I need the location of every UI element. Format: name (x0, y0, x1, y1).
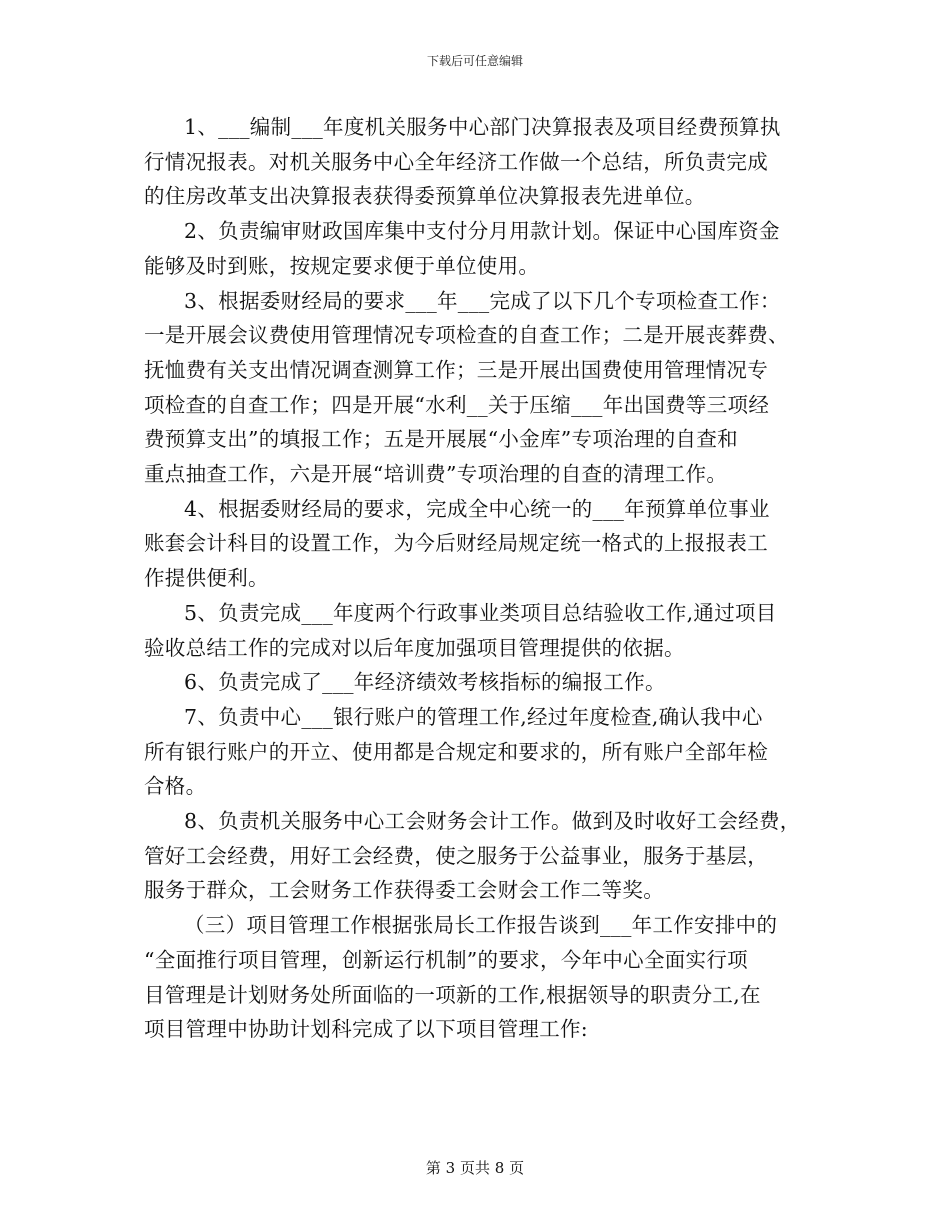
paragraph-item-8 (144, 804, 814, 908)
paragraph-line: 7、负责中心___银行账户的管理工作,经过年度检查,确认我中心 (184, 704, 763, 729)
paragraph-line: 6、负责完成了___年经济绩效考核指标的编报工作。 (184, 670, 666, 695)
paragraph-line: 重点抽查工作，六是开展“培训费”专项治理的自查的清理工作。 (144, 462, 728, 487)
paragraph-line: 3、根据委财经局的要求___年___完成了以下几个专项检查工作： (184, 288, 781, 313)
document-body (144, 110, 814, 1047)
paragraph-line: 行情况报表。对机关服务中心全年经济工作做一个总结，所负责完成 (144, 149, 768, 174)
paragraph-line: 服务于群众，工会财务工作获得委工会财会工作二等奖。 (144, 878, 664, 903)
paragraph-line: 2、负责编审财政国库集中支付分月用款计划。保证中心国库资金 (184, 219, 780, 244)
paragraph-line: 8、负责机关服务中心工会财务会计工作。做到及时收好工会经费， (184, 809, 801, 834)
page-header: 下载后可任意编辑 (426, 54, 523, 68)
page-footer: 第 3 页共 8 页 (425, 1159, 525, 1177)
paragraph-line: 验收总结工作的完成对以后年度加强项目管理提供的依据。 (144, 635, 685, 660)
paragraph-line: （三）项目管理工作根据张局长工作报告谈到___年工作安排中的 (184, 913, 778, 938)
paragraph-section-3 (144, 908, 814, 1047)
paragraph-line: 5、负责完成___年度两个行政事业类项目总结验收工作,通过项目 (184, 600, 777, 625)
paragraph-line: 4、根据委财经局的要求，完成全中心统一的___年预算单位事业 (184, 496, 770, 521)
paragraph-line: 项检查的自查工作；四是开展“水利__关于压缩___年出国费等三项经 (144, 392, 770, 417)
paragraph-line: 账套会计科目的设置工作，为今后财经局规定统一格式的上报报表工 (144, 531, 768, 556)
paragraph-line: “全面推行项目管理，创新运行机制”的要求，今年中心全面实行项 (144, 947, 748, 972)
paragraph-item-6 (144, 665, 814, 700)
paragraph-line: 所有银行账户的开立、使用都是合规定和要求的，所有账户全部年检 (144, 739, 768, 764)
paragraph-line: 费预算支出”的填报工作；五是开展展“小金库”专项治理的自查和 (144, 427, 738, 452)
paragraph-line: 合格。 (144, 774, 207, 799)
paragraph-line: 作提供便利。 (144, 566, 269, 591)
paragraph-line: 项目管理中协助计划科完成了以下项目管理工作: (144, 1017, 589, 1042)
paragraph-item-5 (144, 596, 814, 665)
paragraph-line: 管好工会经费，用好工会经费，使之服务于公益事业，服务于基层， (144, 843, 768, 868)
paragraph-line: 1、___编制___年度机关服务中心部门决算报表及项目经费预算执 (184, 115, 781, 139)
paragraph-line: 能够及时到账，按规定要求便于单位使用。 (144, 253, 540, 278)
paragraph-item-2 (144, 214, 814, 283)
paragraph-line: 一是开展会议费使用管理情况专项检查的自查工作；二是开展丧葬费、 (144, 323, 789, 348)
paragraph-item-1 (144, 110, 814, 214)
paragraph-line: 的住房改革支出决算报表获得委预算单位决算报表先进单位。 (144, 184, 706, 209)
paragraph-item-7 (144, 700, 814, 804)
paragraph-line: 抚恤费有关支出情况调查测算工作；三是开展出国费使用管理情况专 (144, 357, 768, 382)
paragraph-line: 目管理是计划财务处所面临的一项新的工作,根据领导的职责分工,在 (144, 982, 761, 1007)
paragraph-item-3 (144, 284, 814, 492)
paragraph-item-4 (144, 492, 814, 596)
